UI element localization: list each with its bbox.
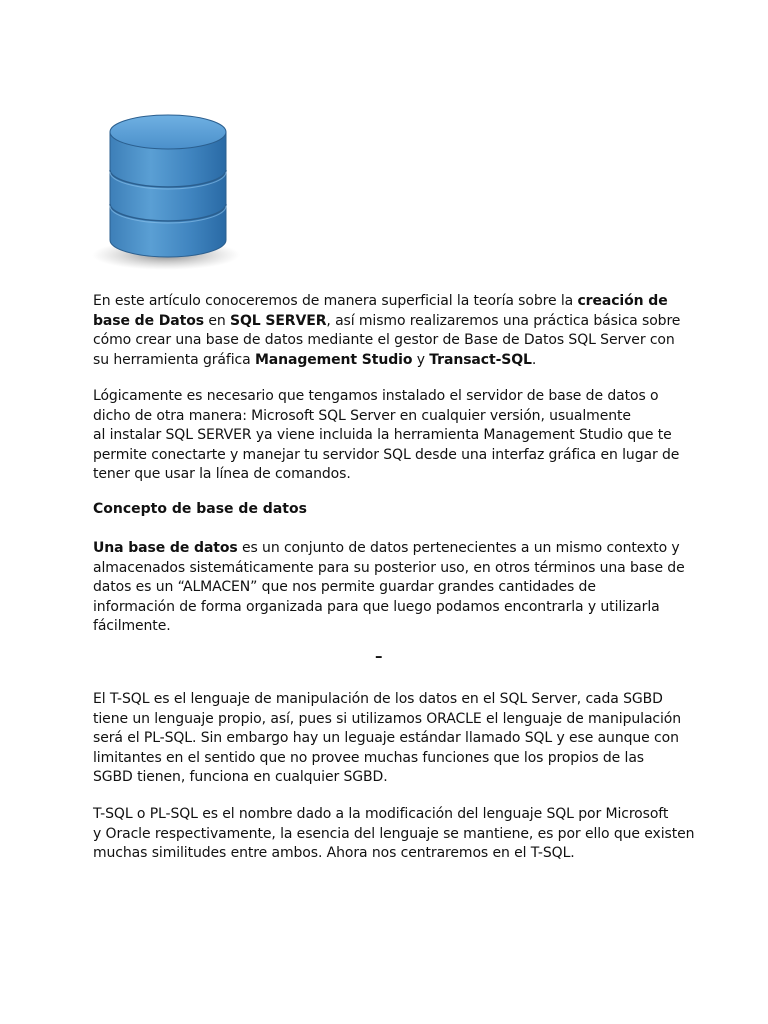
- paragraph-line: [93, 539, 693, 559]
- paragraph-line: tiene un lenguaje propio, así, pues si utilizamos ORACLE el lenguaje de manipulación: [93, 710, 682, 727]
- text-span: En este artículo conoceremos de manera superficial la teoría sobre la: [93, 293, 578, 309]
- paragraph-line: tener que usar la línea de comandos.: [93, 466, 351, 482]
- paragraph-line: permite conectarte y manejar tu servidor SQL desde una interfaz gráfica en lugar de: [93, 446, 680, 463]
- text-span: y: [412, 351, 430, 368]
- database-cylinder-icon: [88, 100, 248, 280]
- section-heading: Concepto de base de datos: [93, 501, 307, 517]
- bold-span: Management Studio: [254, 351, 413, 368]
- intro-line-4: [93, 351, 693, 371]
- bold-span: Transact-SQL: [429, 351, 532, 368]
- paragraph-line: limitantes en el sentido que no provee muchas funciones que los propios de las: [93, 749, 645, 766]
- paragraph-line: datos es un “ALMACEN” que nos permite guardar grandes cantidades de: [93, 579, 596, 595]
- paragraph-line: Lógicamente es necesario que tengamos instalado el servidor de base de datos o: [93, 388, 659, 404]
- intro-line-3: cómo crear una base de datos mediante el gestor de Base de Datos SQL Server con: [93, 332, 675, 348]
- paragraph-line: fácilmente.: [93, 618, 171, 634]
- text-span: , así mismo realizaremos una práctica básica sobre: [326, 312, 681, 329]
- text-span: en: [203, 312, 230, 329]
- intro-line-1: [93, 292, 693, 312]
- paragraph-line: información de forma organizada para que luego podamos encontrarla y utilizarla: [93, 598, 660, 615]
- intro-paragraph: [93, 292, 693, 370]
- paragraph-line: almacenados sistemáticamente para su posterior uso, en otros términos una base de: [93, 559, 685, 576]
- text-span: .: [531, 351, 537, 368]
- paragraph-line: SGBD tienen, funciona en cualquier SGBD.: [93, 769, 388, 785]
- paragraph-line: muchas similitudes entre ambos. Ahora nos centraremos en el T-SQL.: [93, 845, 575, 861]
- paragraph-line: dicho de otra manera: Microsoft SQL Server en cualquier versión, usualmente: [93, 407, 631, 424]
- paragraph-line: El T-SQL es el lenguaje de manipulación de los datos en el SQL Server, cada SGBD: [93, 691, 663, 707]
- plsql-paragraph: [93, 805, 693, 864]
- bold-span: SQL SERVER: [229, 312, 327, 329]
- paragraph-line: y Oracle respectivamente, la esencia del lenguaje se mantiene, es por ello que existen: [93, 825, 695, 842]
- intro-line-2: [93, 312, 693, 332]
- separator-dash: –: [375, 647, 383, 665]
- text-span: es un conjunto de datos pertenecientes a un mismo contexto y: [237, 540, 680, 556]
- paragraph-line: será el PL-SQL. Sin embargo hay un leguaje estándar llamado SQL y ese aunque con: [93, 730, 679, 746]
- bold-span: creación de: [577, 293, 668, 309]
- paragraph-line: T-SQL o PL-SQL es el nombre dado a la modificación del lenguaje SQL por Microsoft: [93, 806, 669, 822]
- tsql-paragraph: [93, 690, 693, 788]
- text-span: su herramienta gráfica: [93, 351, 255, 368]
- paragraph-line: al instalar SQL SERVER ya viene incluida la herramienta Management Studio que te: [93, 427, 672, 443]
- requirements-paragraph: [93, 387, 693, 485]
- definition-paragraph: [93, 539, 693, 637]
- bold-span: Una base de datos: [93, 540, 238, 556]
- bold-span: base de Datos: [93, 312, 204, 329]
